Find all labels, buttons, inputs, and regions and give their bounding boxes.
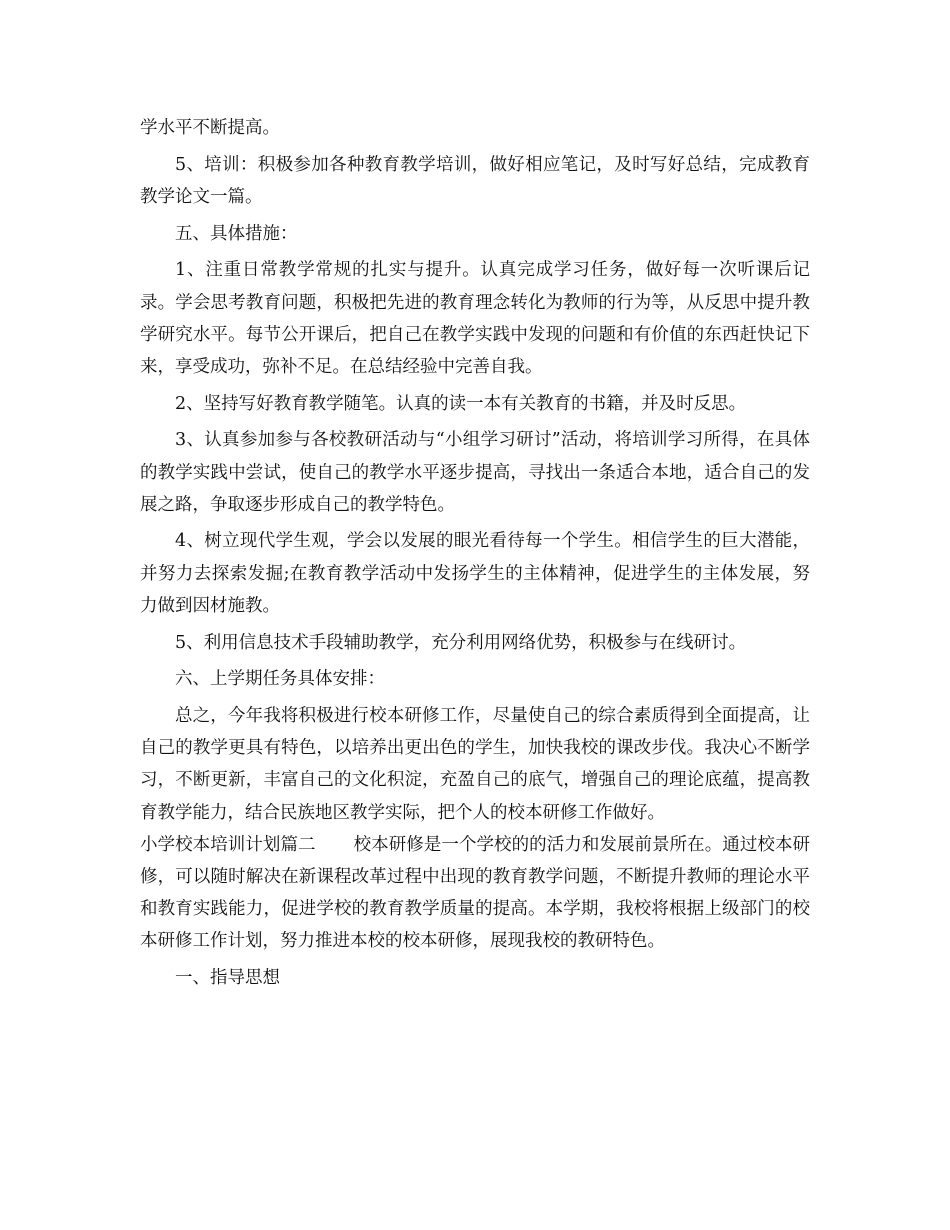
- paragraph-conclusion: 总之，今年我将积极进行校本研修工作，尽量使自己的综合素质得到全面提高，让自己的教学更具有特色，以培养出更出色的学生，加快我校的课改步伐。我决心不断学习，不断更新，丰富自己的文化积淀，充盈自己的底气，增强自己的理论底蕴，提高教育教学能力，结合民族地区教学实际，把个人的校本研修工作做好。: [140, 705, 810, 823]
- paragraph-measure-2: 2、坚持写好教育教学随笔。认真的读一本有关教育的书籍，并及时反思。: [175, 393, 747, 414]
- document-body: [140, 112, 810, 994]
- paragraph-section-two: [140, 829, 810, 958]
- section-two-heading: 小学校本培训计划篇二: [140, 834, 316, 855]
- paragraph-measure-3: 3、认真参加参与各校教研活动与“小组学习研讨”活动，将培训学习所得，在具体的教学实践中尝试，使自己的教学水平逐步提高，寻找出一条适合本地，适合自己的发展之路，争取逐步形成自己的教学特色。: [140, 430, 810, 515]
- paragraph-measure-1: 1、注重日常教学常规的扎实与提升。认真完成学习任务，做好每一次听课后记录。学会思考教育问题，积极把先进的教育理念转化为教师的行为等，从反思中提升教学研究水平。每节公开课后，把自己在教学实践中发现的问题和有价值的东西赶快记下来，享受成功，弥补不足。在总结经验中完善自我。: [140, 260, 810, 377]
- paragraph-measure-5: 5、利用信息技术手段辅助教学，充分利用网络优势，积极参与在线研讨。: [175, 632, 747, 653]
- paragraph-measure-4: 4、树立现代学生观，学会以发展的眼光看待每一个学生。相信学生的巨大潜能，并努力去探索发掘;在教育教学活动中发扬学生的主体精神，促进学生的主体发展，努力做到因材施教。: [140, 531, 810, 616]
- heading-semester-tasks: 六、上学期任务具体安排：: [175, 669, 385, 690]
- paragraph-continuation: 学水平不断提高。: [140, 118, 280, 138]
- paragraph-training: 5、培训：积极参加各种教育教学培训，做好相应笔记，及时写好总结，完成教育教学论文一篇。: [140, 154, 810, 207]
- section-two-body: 校本研修是一个学校的的活力和发展前景所在。通过校本研修，可以随时解决在新课程改革过程中出现的教育教学问题，不断提升教师的理论水平和教育实践能力，促进学校的教育教学质量的提高。本学期，我校将根据上级部门的校本研修工作计划，努力推进本校的校本研修，展现我校的教研特色。: [140, 834, 811, 952]
- heading-guiding-ideology: 一、指导思想: [175, 968, 280, 989]
- heading-specific-measures: 五、具体措施：: [175, 223, 298, 244]
